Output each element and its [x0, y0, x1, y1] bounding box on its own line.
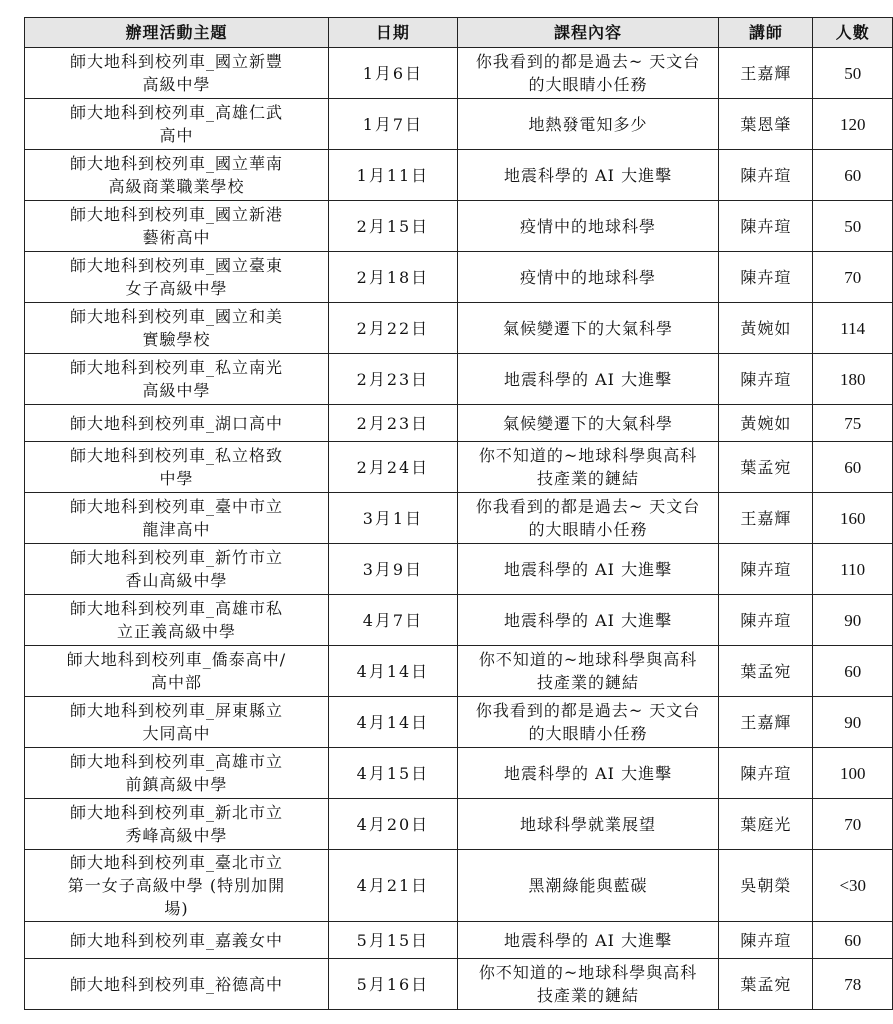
cell-topic	[25, 442, 329, 493]
cell-count: 60	[813, 150, 893, 201]
cell-line: 技產業的鏈結	[537, 469, 640, 488]
cell-date: 3月1日	[328, 493, 457, 544]
table-row	[25, 544, 893, 595]
cell-topic	[25, 922, 329, 959]
header-teacher: 講師	[719, 18, 813, 48]
cell-line: 疫情中的地球科學	[520, 216, 657, 236]
table-row	[25, 150, 893, 201]
cell-content	[457, 697, 718, 748]
cell-line: 中學	[159, 469, 194, 488]
cell-content	[457, 850, 718, 922]
cell-topic	[25, 959, 329, 1010]
cell-content	[457, 799, 718, 850]
cell-count: 75	[813, 405, 893, 442]
table-row	[25, 697, 893, 748]
cell-topic	[25, 850, 329, 922]
cell-count: 90	[813, 595, 893, 646]
table-row	[25, 303, 893, 354]
cell-date: 2月23日	[328, 354, 457, 405]
cell-content	[457, 48, 718, 99]
cell-count: 50	[813, 201, 893, 252]
table-row	[25, 99, 893, 150]
cell-topic	[25, 150, 329, 201]
cell-line: 技產業的鏈結	[537, 986, 640, 1005]
table-row	[25, 405, 893, 442]
cell-teacher: 葉孟宛	[719, 959, 813, 1010]
cell-line: 立正義高級中學	[116, 622, 236, 641]
cell-line: 高級中學	[142, 381, 211, 400]
cell-line: 你不知道的~地球科學與高科	[478, 650, 698, 669]
cell-line: 秀峰高級中學	[125, 826, 228, 845]
cell-date: 2月15日	[328, 201, 457, 252]
cell-line: 地熱發電知多少	[528, 114, 648, 134]
cell-date: 4月14日	[328, 646, 457, 697]
header-count: 人數	[813, 18, 893, 48]
cell-content	[457, 646, 718, 697]
cell-teacher: 葉庭光	[719, 799, 813, 850]
cell-line: 高中部	[150, 673, 202, 692]
cell-date: 4月7日	[328, 595, 457, 646]
cell-date: 2月24日	[328, 442, 457, 493]
cell-topic	[25, 303, 329, 354]
cell-line: 你我看到的都是過去~ 天文台	[475, 701, 701, 720]
cell-line: 地震科學的 AI 大進擊	[504, 763, 673, 783]
cell-date: 1月7日	[328, 99, 457, 150]
cell-content	[457, 442, 718, 493]
cell-teacher: 黃婉如	[719, 405, 813, 442]
cell-content	[457, 544, 718, 595]
cell-count: 110	[813, 544, 893, 595]
cell-teacher: 陳卉瑄	[719, 595, 813, 646]
cell-teacher: 王嘉輝	[719, 493, 813, 544]
cell-line: 高中	[159, 126, 194, 145]
cell-line: 你我看到的都是過去~ 天文台	[475, 52, 701, 71]
cell-teacher: 葉孟宛	[719, 442, 813, 493]
cell-line: 師大地科到校列車_國立華南	[69, 154, 283, 173]
cell-topic	[25, 595, 329, 646]
cell-count: 50	[813, 48, 893, 99]
cell-count: 120	[813, 99, 893, 150]
cell-topic	[25, 493, 329, 544]
cell-teacher: 吳朝榮	[719, 850, 813, 922]
cell-line: 的大眼睛小任務	[528, 724, 648, 743]
table-row	[25, 354, 893, 405]
header-topic: 辦理活動主題	[25, 18, 329, 48]
cell-line: 師大地科到校列車_高雄市立	[69, 752, 283, 771]
cell-line: 地震科學的 AI 大進擊	[504, 369, 673, 389]
cell-line: 師大地科到校列車_臺北市立	[69, 853, 283, 872]
cell-topic	[25, 354, 329, 405]
cell-count: 78	[813, 959, 893, 1010]
cell-line: 師大地科到校列車_國立新豐	[69, 52, 283, 71]
cell-count: 60	[813, 442, 893, 493]
cell-line: 的大眼睛小任務	[528, 75, 648, 94]
table-row	[25, 493, 893, 544]
activity-table-container	[24, 17, 893, 1010]
cell-line: 女子高級中學	[125, 279, 228, 298]
cell-line: 大同高中	[142, 724, 211, 743]
cell-teacher: 陳卉瑄	[719, 922, 813, 959]
cell-date: 5月16日	[328, 959, 457, 1010]
cell-topic	[25, 405, 329, 442]
cell-date: 2月23日	[328, 405, 457, 442]
cell-line: 前鎮高級中學	[125, 775, 228, 794]
cell-count: 70	[813, 799, 893, 850]
cell-line: 師大地科到校列車_私立南光	[69, 358, 283, 377]
table-row	[25, 922, 893, 959]
cell-count: 90	[813, 697, 893, 748]
cell-date: 5月15日	[328, 922, 457, 959]
cell-topic	[25, 252, 329, 303]
cell-date: 4月15日	[328, 748, 457, 799]
header-date: 日期	[328, 18, 457, 48]
table-row	[25, 799, 893, 850]
cell-line: 地震科學的 AI 大進擊	[504, 165, 673, 185]
cell-content	[457, 959, 718, 1010]
cell-count: 100	[813, 748, 893, 799]
table-row	[25, 748, 893, 799]
cell-topic	[25, 544, 329, 595]
cell-line: 師大地科到校列車_屏東縣立	[69, 701, 283, 720]
cell-topic	[25, 697, 329, 748]
cell-content	[457, 150, 718, 201]
cell-teacher: 陳卉瑄	[719, 252, 813, 303]
cell-line: 高級商業職業學校	[108, 177, 245, 196]
cell-teacher: 葉恩肇	[719, 99, 813, 150]
cell-count: 60	[813, 922, 893, 959]
cell-line: 地震科學的 AI 大進擊	[504, 930, 673, 950]
cell-count: 180	[813, 354, 893, 405]
cell-line: 氣候變遷下的大氣科學	[503, 318, 674, 338]
cell-date: 4月21日	[328, 850, 457, 922]
cell-count: 114	[813, 303, 893, 354]
cell-line: 師大地科到校列車_新竹市立	[69, 548, 283, 567]
cell-line: 師大地科到校列車_臺中市立	[69, 497, 283, 516]
cell-date: 3月9日	[328, 544, 457, 595]
table-header-row	[25, 18, 893, 48]
cell-topic	[25, 646, 329, 697]
cell-teacher: 陳卉瑄	[719, 201, 813, 252]
cell-line: 師大地科到校列車_私立格致	[69, 446, 283, 465]
cell-count: 70	[813, 252, 893, 303]
cell-line: 師大地科到校列車_高雄市私	[69, 599, 283, 618]
table-row	[25, 850, 893, 922]
cell-line: 地震科學的 AI 大進擊	[504, 610, 673, 630]
cell-date: 4月14日	[328, 697, 457, 748]
table-row	[25, 959, 893, 1010]
cell-content	[457, 303, 718, 354]
cell-content	[457, 354, 718, 405]
cell-topic	[25, 99, 329, 150]
cell-line: 師大地科到校列車_高雄仁武	[69, 103, 283, 122]
cell-line: 的大眼睛小任務	[528, 520, 648, 539]
cell-date: 2月18日	[328, 252, 457, 303]
cell-teacher: 王嘉輝	[719, 48, 813, 99]
cell-line: 師大地科到校列車_國立新港	[69, 205, 283, 224]
table-row	[25, 252, 893, 303]
cell-content	[457, 252, 718, 303]
cell-line: 師大地科到校列車_僑泰高中/	[66, 650, 287, 669]
cell-line: 你我看到的都是過去~ 天文台	[475, 497, 701, 516]
cell-line: 你不知道的~地球科學與高科	[478, 963, 698, 982]
cell-count: 60	[813, 646, 893, 697]
cell-teacher: 王嘉輝	[719, 697, 813, 748]
table-row	[25, 442, 893, 493]
cell-line: 實驗學校	[142, 330, 211, 349]
table-row	[25, 48, 893, 99]
cell-line: 地球科學就業展望	[520, 814, 657, 834]
cell-line: 師大地科到校列車_新北市立	[69, 803, 283, 822]
table-row	[25, 201, 893, 252]
cell-date: 4月20日	[328, 799, 457, 850]
cell-line: 黑潮綠能與藍碳	[528, 876, 648, 895]
cell-line: 師大地科到校列車_湖口高中	[69, 413, 283, 433]
table-row	[25, 595, 893, 646]
cell-date: 2月22日	[328, 303, 457, 354]
cell-topic	[25, 748, 329, 799]
cell-topic	[25, 799, 329, 850]
cell-line: 場)	[164, 899, 189, 918]
cell-line: 藝術高中	[142, 228, 211, 247]
cell-topic	[25, 201, 329, 252]
cell-teacher: 黃婉如	[719, 303, 813, 354]
activity-table	[24, 17, 893, 1010]
cell-content	[457, 922, 718, 959]
cell-count: 160	[813, 493, 893, 544]
table-row	[25, 646, 893, 697]
cell-line: 疫情中的地球科學	[520, 267, 657, 287]
cell-content	[457, 493, 718, 544]
cell-line: 師大地科到校列車_裕德高中	[69, 974, 283, 994]
cell-teacher: 陳卉瑄	[719, 748, 813, 799]
cell-date: 1月6日	[328, 48, 457, 99]
cell-line: 氣候變遷下的大氣科學	[503, 413, 674, 433]
cell-line: 你不知道的~地球科學與高科	[478, 446, 698, 465]
cell-line: 技產業的鏈結	[537, 673, 640, 692]
cell-topic	[25, 48, 329, 99]
cell-teacher: 陳卉瑄	[719, 544, 813, 595]
cell-content	[457, 595, 718, 646]
cell-line: 師大地科到校列車_嘉義女中	[69, 930, 283, 950]
cell-date: 1月11日	[328, 150, 457, 201]
cell-count: <30	[813, 850, 893, 922]
cell-content	[457, 748, 718, 799]
cell-content	[457, 99, 718, 150]
header-content: 課程內容	[457, 18, 718, 48]
cell-teacher: 葉孟宛	[719, 646, 813, 697]
cell-line: 龍津高中	[142, 520, 211, 539]
cell-line: 地震科學的 AI 大進擊	[504, 559, 673, 579]
cell-content	[457, 405, 718, 442]
cell-line: 香山高級中學	[125, 571, 228, 590]
cell-content	[457, 201, 718, 252]
cell-line: 第一女子高級中學 (特別加開	[67, 876, 286, 895]
cell-line: 師大地科到校列車_國立和美	[69, 307, 283, 326]
cell-teacher: 陳卉瑄	[719, 150, 813, 201]
cell-line: 師大地科到校列車_國立臺東	[69, 256, 283, 275]
cell-teacher: 陳卉瑄	[719, 354, 813, 405]
table-body	[25, 48, 893, 1010]
cell-line: 高級中學	[142, 75, 211, 94]
